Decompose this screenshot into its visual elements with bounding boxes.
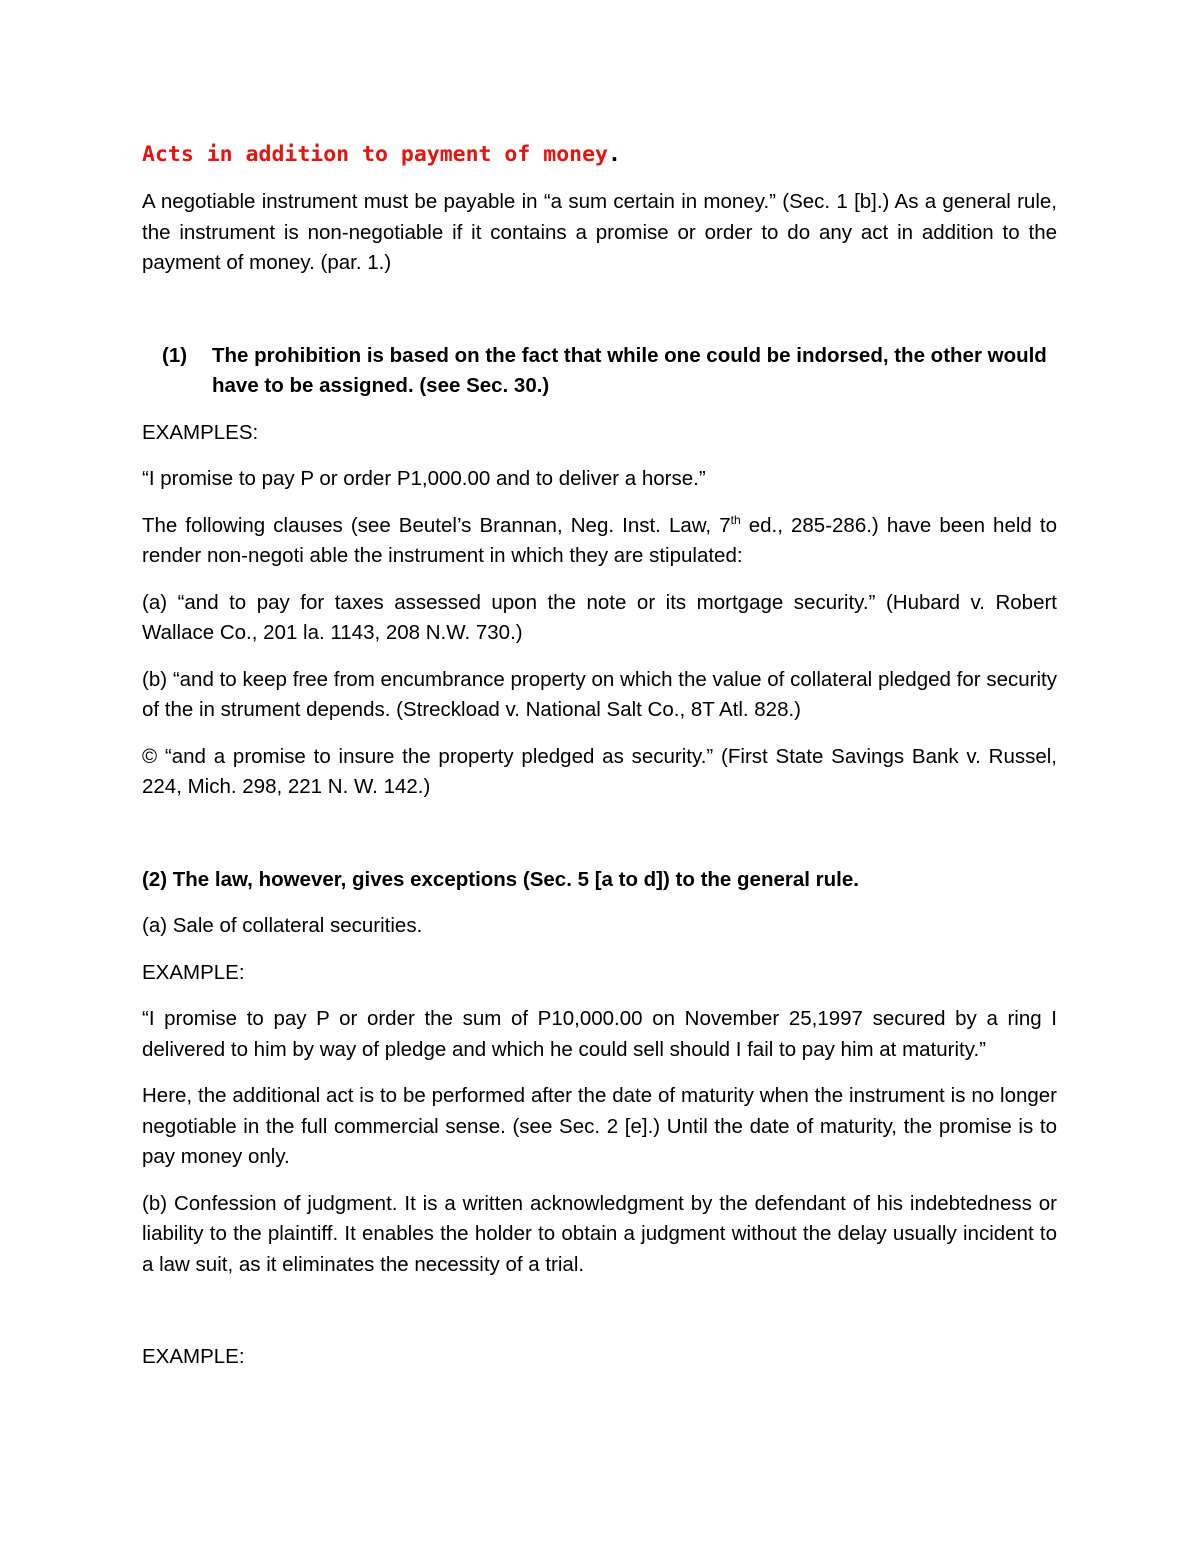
clauses-intro-text: The following clauses (see Beutel’s Brannan, Neg. Inst. Law, 7 — [142, 513, 731, 537]
item-number: (1) — [162, 343, 188, 367]
clauses-intro-paragraph — [142, 511, 1057, 572]
examples-label: EXAMPLES: — [142, 420, 259, 444]
clause-b: (b) “and to keep free from encumbrance property on which the value of collateral pledged for security of the in strument depends. (Streckload v. National Salt Co., 8T Atl. 828.) — [142, 667, 1057, 721]
ordinal-superscript: th — [730, 512, 741, 527]
example-horse: “I promise to pay P or order P1,000.00 and to deliver a horse.” — [142, 467, 706, 490]
example-ring: “I promise to pay P or order the sum of P10,000.00 on November 25,1997 secured by a ring I delivered to him by way of pledge and which he could sell should I fail to pay him at maturity.” — [142, 1007, 1057, 1061]
example-label-2: EXAMPLE: — [142, 1345, 245, 1368]
intro-paragraph: A negotiable instrument must be payable in “a sum certain in money.” (Sec. 1 [b].) As a general rule, the instrument is non-negotiable if it contains a promise or order to do any act in addition to the payment of money. (par. 1.) — [142, 190, 1057, 274]
numbered-item-1 — [162, 341, 1057, 402]
example-label: EXAMPLE: — [142, 960, 245, 984]
clause-c: © “and a promise to insure the property pledged as security.” (First State Savings Bank v. Russel, 224, Mich. 298, 221 N. W. 142.) — [142, 744, 1057, 798]
section-2-heading: (2) The law, however, gives exceptions (Sec. 5 [a to d]) to the general rule. — [142, 867, 859, 891]
item-text: The prohibition is based on the fact that while one could be indorsed, the other would have to be assigned. (see Sec. 30.) — [212, 343, 1047, 397]
sub-item-a: (a) Sale of collateral securities. — [142, 914, 423, 937]
spacer — [142, 1296, 1057, 1342]
maturity-paragraph: Here, the additional act is to be performed after the date of maturity when the instrument is no longer negotiable in the full commercial sense. (see Sec. 2 [e].) Until the date of maturity, the promise is to pay money only. — [142, 1084, 1057, 1168]
sub-item-b: (b) Confession of judgment. It is a written acknowledgment by the defendant of his indebtedness or liability to the plaintiff. It enables the holder to obtain a judgment without the delay usually incident to a law suit, as it eliminates the necessity of a trial. — [142, 1191, 1057, 1276]
clauses-intro-text-cont: ed., 285-286.) have been held to render non-negoti able the instrument in which they are stipulated: — [142, 513, 1057, 567]
clause-a: (a) “and to pay for taxes assessed upon the note or its mortgage security.” (Hubard v. Robert Wallace Co., 201 la. 1143, 208 N.W. 730.) — [142, 590, 1057, 644]
heading-period: . — [608, 142, 621, 167]
section-heading — [142, 138, 1057, 172]
heading-text: Acts in addition to payment of money — [142, 142, 608, 167]
spacer — [142, 819, 1057, 865]
spacer — [142, 295, 1057, 341]
